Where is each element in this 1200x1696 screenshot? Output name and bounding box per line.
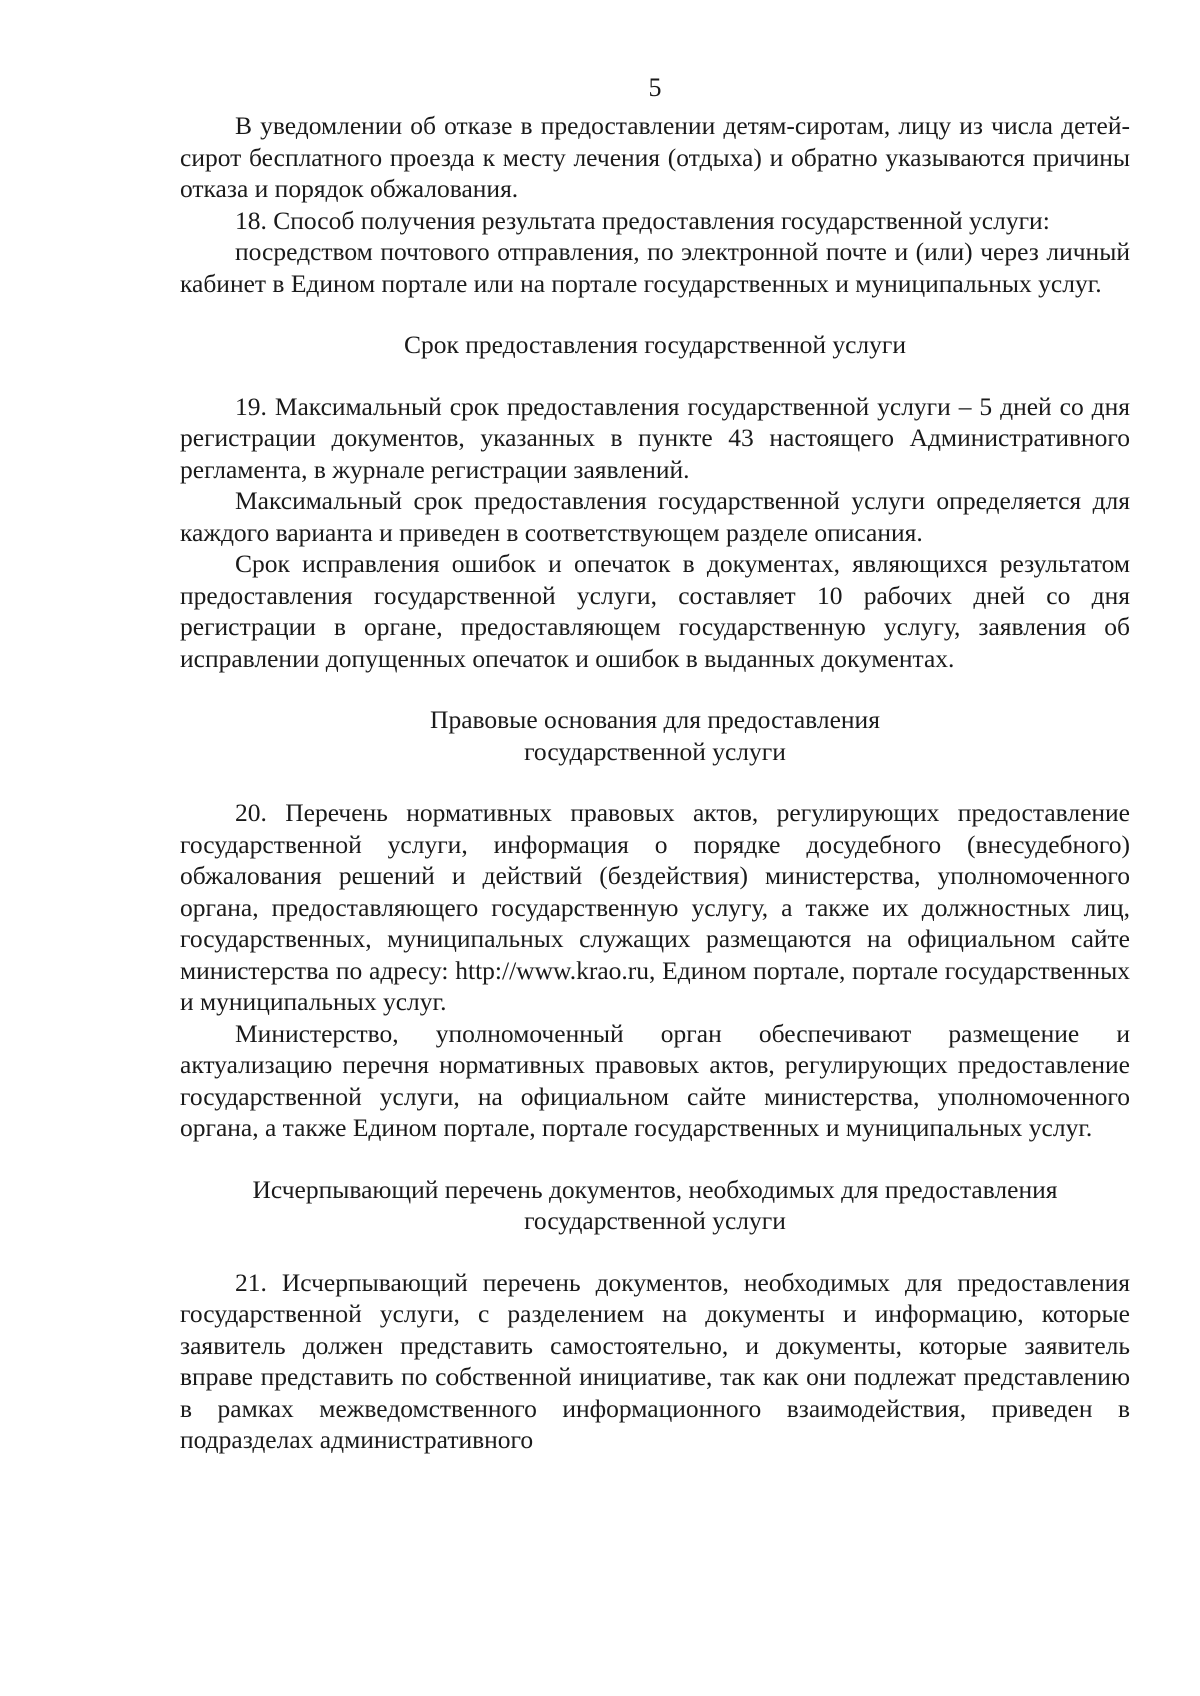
paragraph-18-method: 18. Способ получения результата предоставления государственной услуги: xyxy=(235,205,1050,235)
paragraph-20-ministry: Министерство, уполномоченный орган обеспечивают размещение и актуализацию перечня нормативных правовых актов, регулирующих предоставление государственной услуги, на официальном сайте министерства, уполномоченного органа, а также Едином портале, портале государственных и муниципальных услуг. xyxy=(180,1018,1130,1142)
section-heading-legal-basis xyxy=(180,704,1130,767)
paragraph-refusal-notice: В уведомлении об отказе в предоставлении детям-сиротам, лицу из числа детей-сирот бесплатного проезда к месту лечения (отдыха) и обратно указываются причины отказа и порядок обжалования. xyxy=(180,111,1130,203)
paragraph-20-legal-acts: 20. Перечень нормативных правовых актов, регулирующих предоставление государственной услуги, информация о порядке досудебного (внесудебного) обжалования решений и действий (бездействия) министерства, уполномоченного органа, предоставляющего государственную услугу, а также их должностных лиц, государственных, муниципальных служащих размещаются на официальном сайте министерства по адресу: http://www.krao.ru, Едином портале, портале государственных и муниципальных услуг. xyxy=(180,798,1130,1016)
paragraph-19-corrections: Срок исправления ошибок и опечаток в документах, являющихся результатом предоставления государственной услуги, составляет 10 рабочих дней со дня регистрации в органе, предоставляющем государственную услугу, заявления об исправлении допущенных опечаток и ошибок в выданных документах. xyxy=(180,549,1130,673)
paragraph-21-documents: 21. Исчерпывающий перечень документов, необходимых для предоставления государственной услуги, с разделением на документы и информацию, которые заявитель должен представить самостоятельно, и документы, которые заявитель вправе представить по собственной инициативе, так как они подлежат представлению в рамках межведомственного информационного взаимодействия, приведен в подразделах административного xyxy=(180,1267,1130,1454)
paragraph-18-channels: посредством почтового отправления, по электронной почте и (или) через личный кабинет в Едином портале или на портале государственных и муниципальных услуг. xyxy=(180,237,1130,298)
paragraph-19-variant-term: Максимальный срок предоставления государственной услуги определяется для каждого варианта и приведен в соответствующем разделе описания. xyxy=(180,486,1130,547)
page-number: 5 xyxy=(648,73,662,102)
heading-line: государственной услуги xyxy=(524,736,786,766)
heading-line: Правовые основания для предоставления xyxy=(430,705,880,734)
document-page xyxy=(180,60,1130,1456)
section-heading-documents-list xyxy=(180,1174,1130,1237)
paragraph-19-max-term: 19. Максимальный срок предоставления государственной услуги – 5 дней со дня регистрации документов, указанных в пункте 43 настоящего Административного регламента, в журнале регистрации заявлений. xyxy=(180,391,1130,484)
heading-line: государственной услуги xyxy=(524,1206,786,1235)
heading-line: Исчерпывающий перечень документов, необходимых для предоставления xyxy=(252,1174,1058,1204)
section-heading-term xyxy=(180,329,1130,361)
heading-line: Срок предоставления государственной услуги xyxy=(403,330,906,359)
